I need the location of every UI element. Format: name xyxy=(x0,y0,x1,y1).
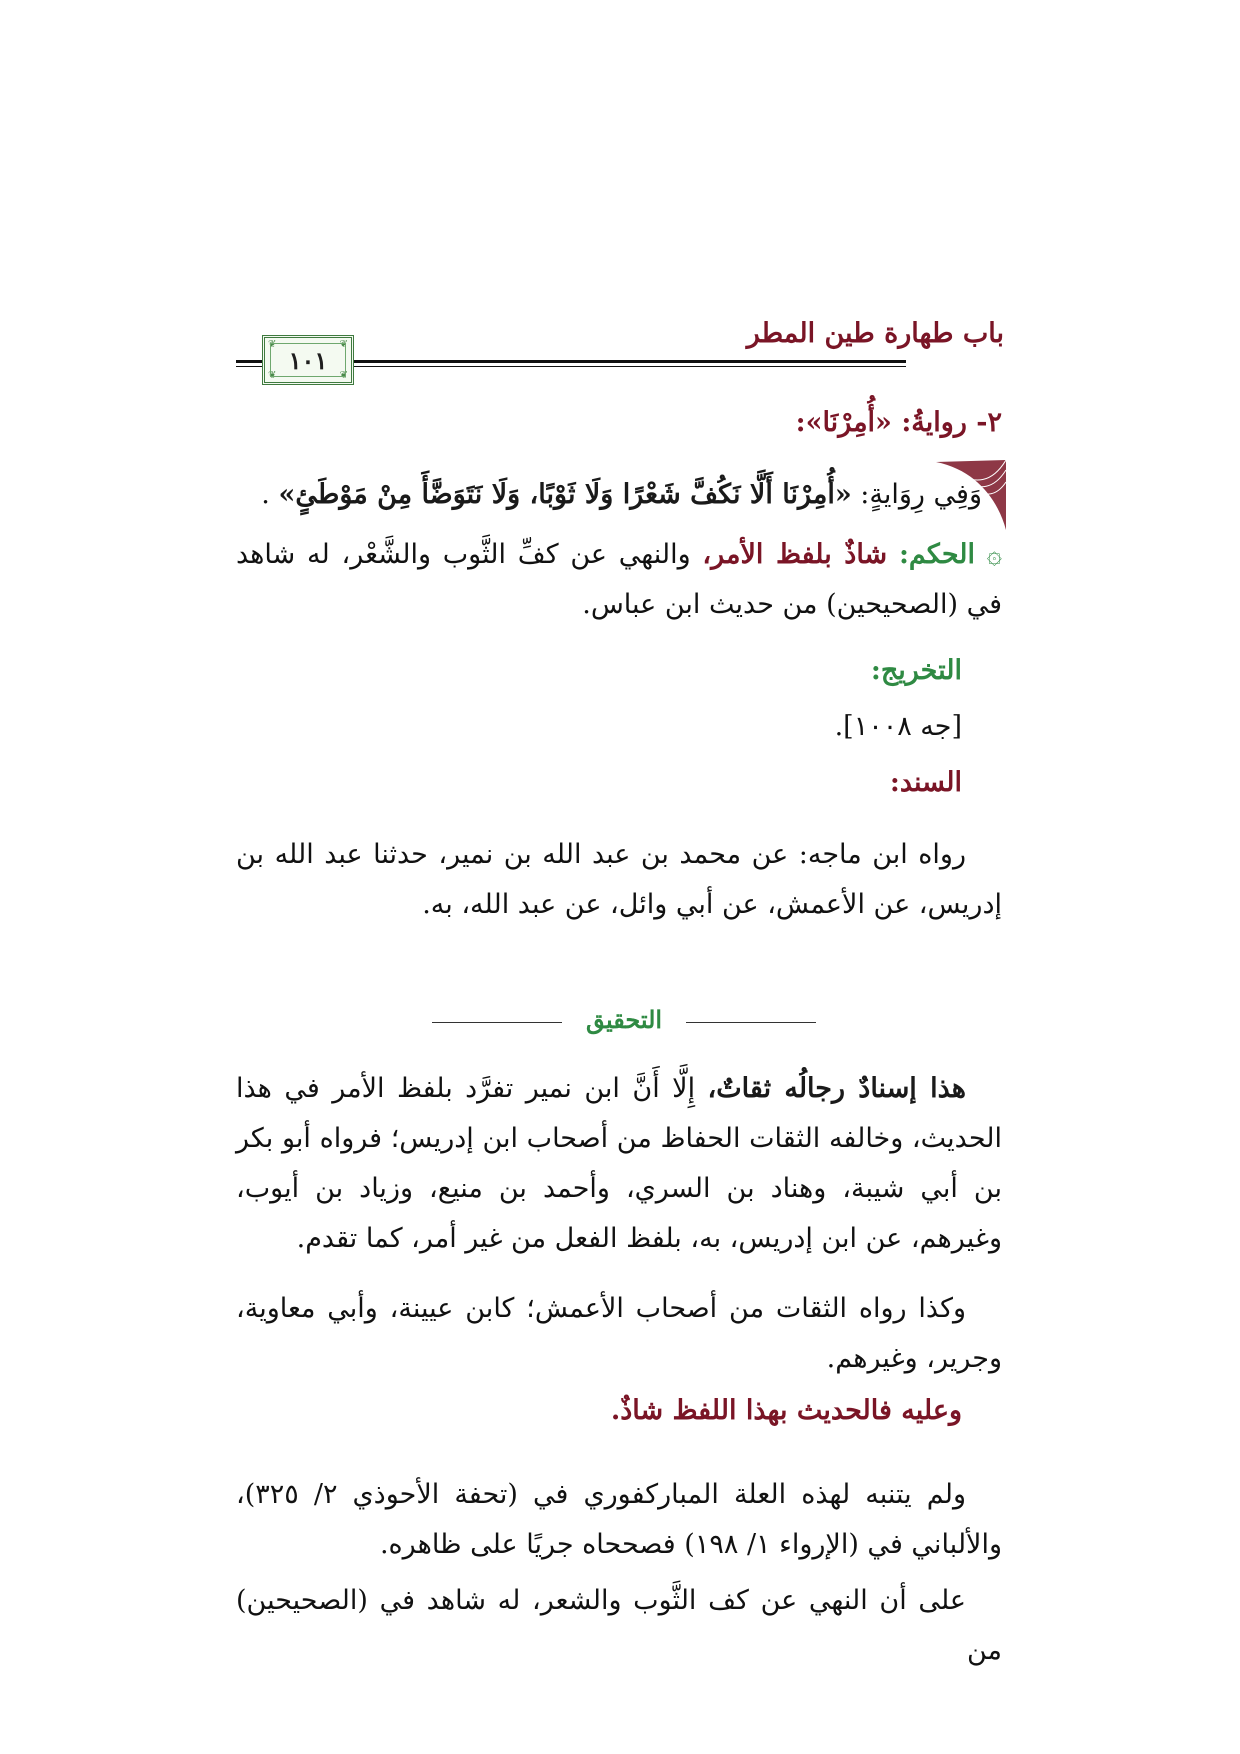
tahqiq-conclusion: وعليه فالحديث بهذا اللفظ شاذٌ. xyxy=(610,1395,962,1426)
tahqiq-paragraph-2: وكذا رواه الثقات من أصحاب الأعمش؛ كابن عيينة، وأبي معاوية، وجرير، وغيرهم. xyxy=(236,1293,1002,1374)
tahqiq-bold-lead: هذا إسنادٌ رجالُه ثقاتٌ، xyxy=(707,1073,967,1104)
corner-ornament-icon: ❦ xyxy=(268,370,277,381)
ruling-text: والنهي عن كفِّ الثَّوب والشَّعْر، له شاهد في (الصحيحين) من حديث ابن عباس. xyxy=(236,539,1002,620)
ruling-paragraph xyxy=(236,530,1002,630)
tahqiq-divider xyxy=(432,1005,816,1039)
rosette-icon: ۞ xyxy=(986,540,1002,570)
sanad-text: رواه ابن ماجه: عن محمد بن عبد الله بن نمير، حدثنا عبد الله بن إدريس، عن الأعمش، عن أبي وائل، عن عبد الله، به. xyxy=(236,839,1002,920)
tahqiq-paragraph-1 xyxy=(236,1064,1002,1264)
ruling-label: الحكم: xyxy=(898,539,975,570)
tahqiq-paragraph-3: ولم يتنبه لهذه العلة المباركفوري في (تحفة الأحوذي ٢/ ٣٢٥)، والألباني في (الإرواء ١/ ١٩٨) فصححاه جريًا على ظاهره. xyxy=(236,1479,1002,1560)
section-heading: ٢- روايةُ: «أُمِرْنَا»: xyxy=(795,407,1002,438)
hadith-intro: وَفِي رِوَايةٍ: xyxy=(860,479,982,510)
chapter-title: باب طهارة طين المطر xyxy=(746,318,1004,349)
corner-ornament-icon: ❦ xyxy=(339,370,348,381)
page-number-box xyxy=(262,335,354,385)
divider-label: التحقيق xyxy=(585,1005,663,1034)
corner-ornament-icon: ❦ xyxy=(339,339,348,350)
corner-ornament-icon: ❦ xyxy=(268,339,277,350)
takhrij-reference: [جه ١٠٠٨]. xyxy=(834,711,962,742)
hadith-text: «أُمِرْنَا أَلَّا نَكُفَّ شَعْرًا وَلَا ثَوْبًا، وَلَا نَتَوَضَّأَ مِنْ مَوْطَئٍ» xyxy=(278,479,852,510)
sanad-heading: السند: xyxy=(889,767,962,798)
page-number: ١٠١ xyxy=(270,343,346,377)
tahqiq-p1-text: إِلَّا أَنَّ ابن نمير تفرَّد بلفظ الأمر في هذا الحديث، وخالفه الثقات الحفاظ من أصحاب ابن إدريس؛ فرواه أبو بكر بن أبي شيبة، وهناد بن السري، وأحمد بن منيع، وزياد بن أيوب، وغيرهم، عن ابن إدريس، به، بلفظ الفعل من غير أمر، كما تقدم. xyxy=(236,1073,1002,1254)
ruling-verdict: شاذٌ بلفظ الأمر، xyxy=(702,539,888,570)
hadith-line xyxy=(236,470,982,520)
tahqiq-paragraph-4: على أن النهي عن كف الثَّوب والشعر، له شاهد في (الصحيحين) من xyxy=(236,1585,1002,1666)
hadith-end: . xyxy=(261,479,270,510)
takhrij-heading: التخريج: xyxy=(870,655,962,686)
